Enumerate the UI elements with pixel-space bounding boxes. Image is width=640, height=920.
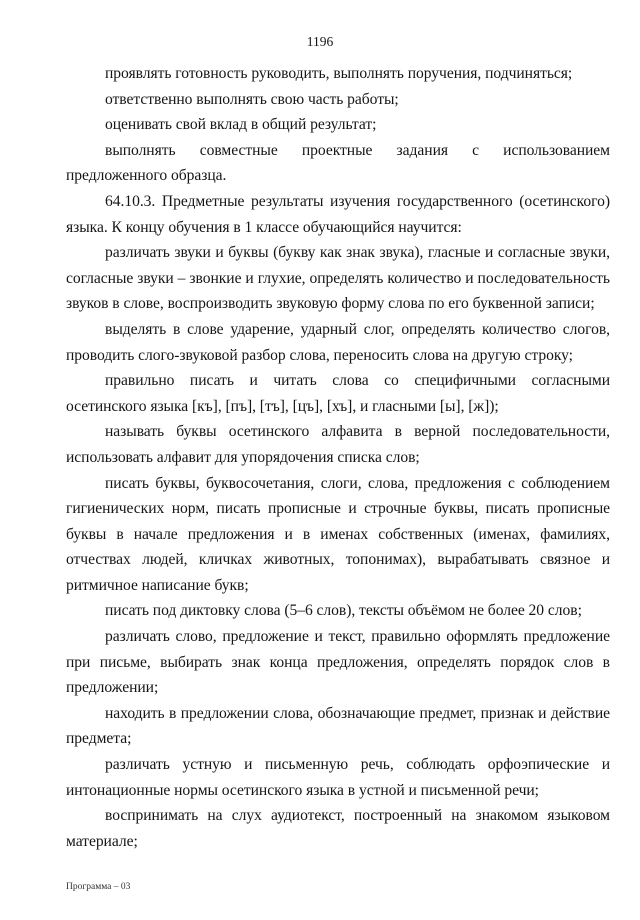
paragraph: ответственно выполнять свою часть работы; (105, 90, 399, 108)
footer-program-label: Программа – 03 (66, 882, 131, 892)
section-heading-paragraph: 64.10.3. Предметные результаты изучения государственного (осетинского) языка. К концу обучения в 1 классе обучающийся научится: (66, 192, 610, 236)
paragraph: находить в предложении слова, обозначающие предмет, признак и действие предмета; (66, 704, 610, 748)
page-number: 1196 (306, 34, 334, 49)
paragraph: различать устную и письменную речь, соблюдать орфоэпические и интонационные нормы осетинского языка в устной и письменной речи; (66, 756, 610, 799)
paragraph: выделять в слове ударение, ударный слог, определять количество слогов, проводить слого-звуковой разбор слова, переносить слова на другую строку; (66, 320, 610, 364)
paragraph: проявлять готовность руководить, выполнять поручения, подчиняться; (105, 65, 573, 82)
paragraph: писать буквы, буквосочетания, слоги, слова, предложения с соблюдением гигиенических норм, писать прописные и строчные буквы, писать прописные буквы в начале предложения и в именах собственных (именах, фамилиях, отчествах людей, кличках животных, топонимах), вырабатывать связное и ритмичное написание букв; (66, 474, 610, 594)
paragraph: называть буквы осетинского алфавита в верной последовательности, использовать алфавит для упорядочения списка слов; (66, 423, 610, 466)
paragraph: различать слово, предложение и текст, правильно оформлять предложение при письме, выбирать знак конца предложения, определять порядок слов в предложении; (66, 628, 610, 697)
paragraph: правильно писать и читать слова со специфичными согласными осетинского языка [къ], [пъ], [тъ], [цъ], [хъ], и гласными [ы], [ж]); (66, 372, 610, 415)
paragraph: различать звуки и буквы (букву как знак звука), гласные и согласные звуки, согласные звуки – звонкие и глухие, определять количество и последовательность звуков в слове, воспроизводить звуковую форму слова по его буквенной записи; (66, 244, 610, 313)
paragraph: оценивать свой вклад в общий результат; (105, 116, 377, 134)
paragraph: выполнять совместные проектные задания с использованием предложенного образца. (66, 141, 610, 185)
paragraph: писать под диктовку слова (5–6 слов), тексты объёмом не более 20 слов; (105, 602, 582, 620)
paragraph: воспринимать на слух аудиотекст, построенный на знакомом языковом материале; (66, 807, 610, 850)
document-body (66, 61, 610, 854)
